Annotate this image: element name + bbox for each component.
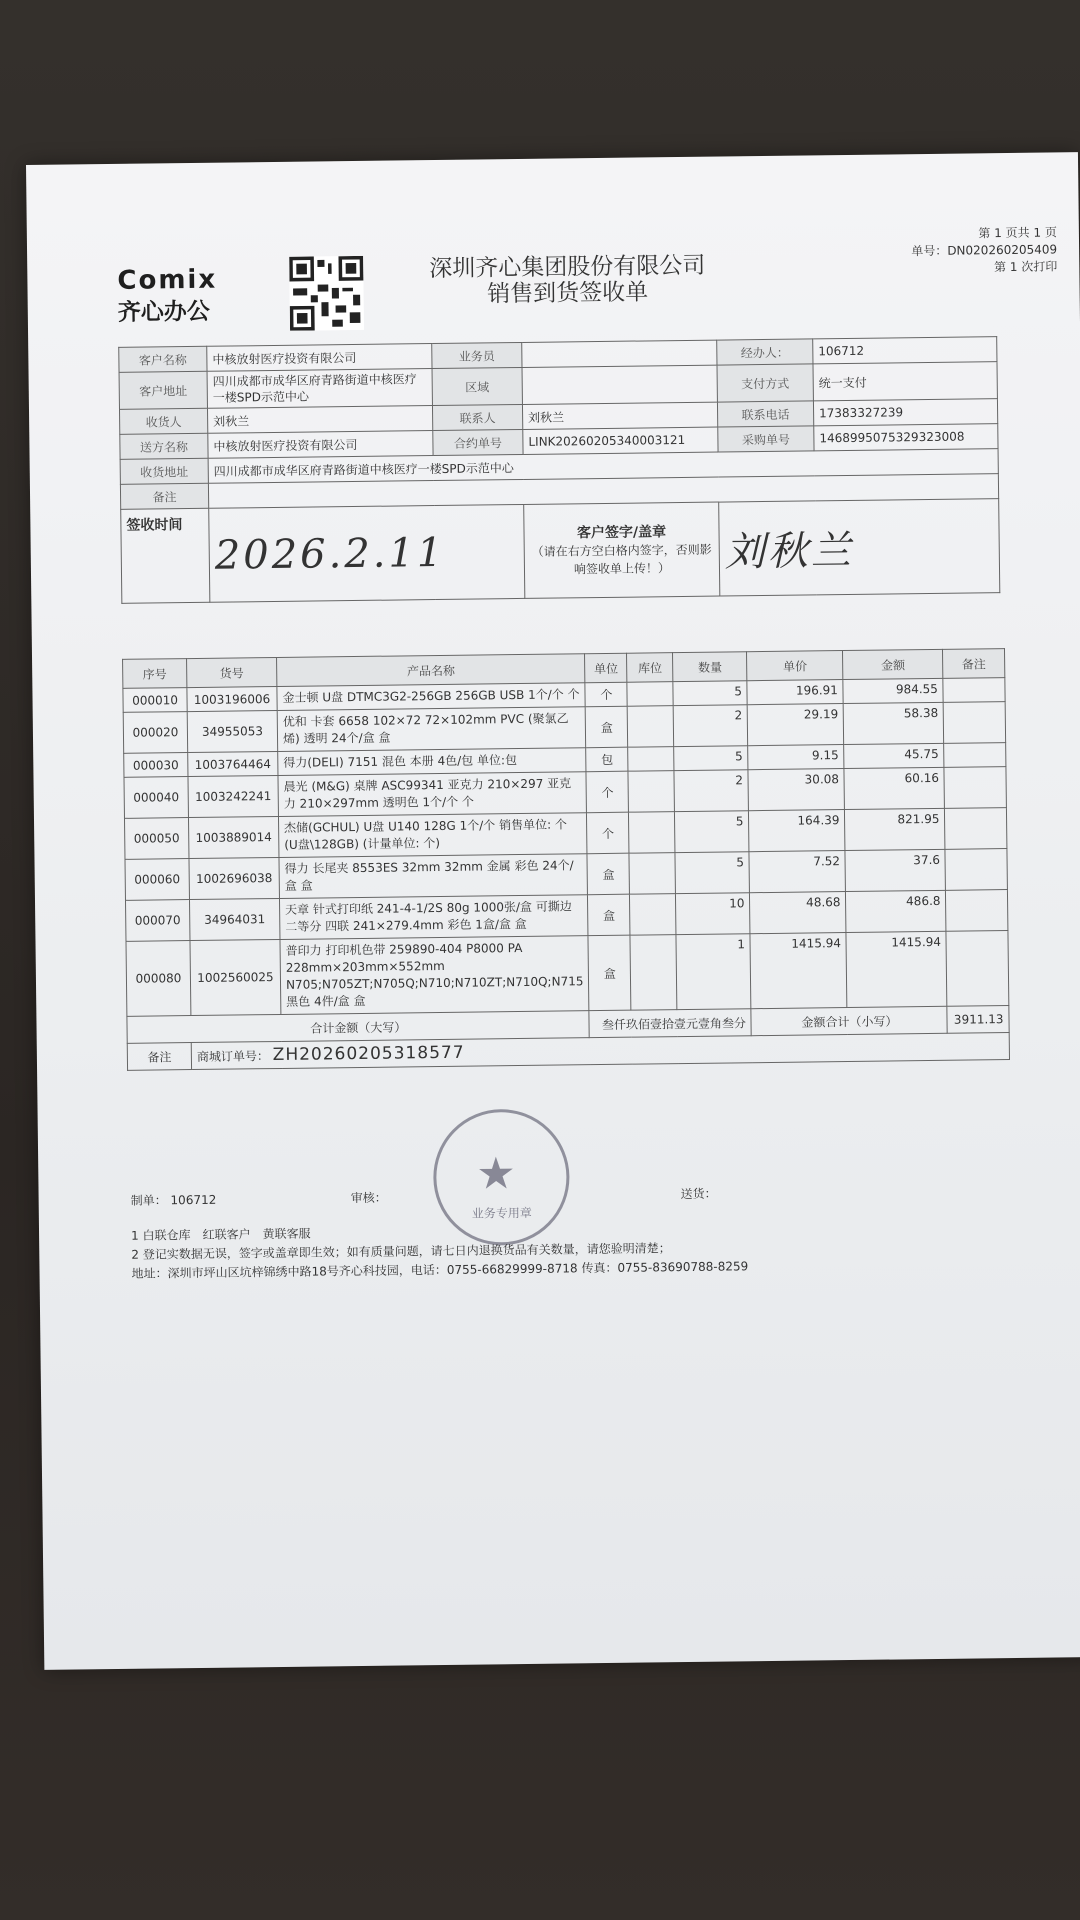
contact-label: 联系人 [432, 404, 522, 430]
customer-name-value: 中核放射医疗投资有限公司 [207, 344, 432, 372]
item-code: 1003196006 [187, 686, 277, 711]
item-seq: 000010 [123, 688, 187, 713]
handwritten-date: 2026.2.11 [214, 529, 446, 579]
contact-value: 刘秋兰 [522, 402, 717, 429]
item-amount: 45.75 [844, 743, 944, 768]
item-note [946, 890, 1008, 932]
item-seq: 000070 [125, 900, 189, 942]
item-location [629, 853, 675, 895]
maker-label: 制单： [130, 1193, 167, 1208]
item-quantity: 2 [674, 705, 748, 747]
print-count: 第 1 次打印 [993, 259, 1058, 275]
purchase-value: 1468995075329323008 [814, 424, 998, 451]
item-location [627, 682, 673, 707]
remark-label: 备注 [120, 483, 208, 509]
logo-cn: 齐心办公 [117, 298, 210, 326]
item-amount: 821.95 [845, 808, 945, 850]
item-unit-price: 1415.94 [750, 933, 847, 1009]
item-amount: 1415.94 [846, 931, 947, 1007]
items-body [123, 678, 1009, 1017]
receive-address-value: 四川成都市成华区府青路街道中核医疗一楼SPD示范中心 [208, 449, 998, 484]
item-unit: 个 [585, 682, 627, 707]
delivery-receipt-document [26, 152, 1080, 1670]
maker-value: 106712 [170, 1192, 217, 1208]
item-unit: 盒 [587, 853, 629, 895]
footer-note: 2 登记实数据无误，签字或盖章即生效；如有质量问题，请七日内退换货品有关数量，请您验明清楚； [131, 1241, 671, 1262]
contract-label: 合约单号 [433, 429, 523, 455]
salesperson-label: 业务员 [432, 342, 522, 368]
salesperson-value [522, 340, 717, 367]
item-location [629, 812, 675, 854]
total-upper-value: 叁仟玖佰壹拾壹元壹角叁分 [589, 1009, 751, 1038]
region-value [522, 365, 717, 404]
page-number: 第 1 页共 1 页 [978, 225, 1057, 241]
company-name: 深圳齐心集团股份有限公司 [429, 252, 706, 283]
qr-code-icon [289, 256, 364, 331]
customer-sign-instruction [524, 502, 720, 598]
item-unit-price: 29.19 [748, 704, 844, 746]
reviewer-field [351, 1185, 681, 1208]
col-unit: 单位 [585, 653, 627, 683]
item-note [944, 702, 1006, 744]
item-quantity: 5 [674, 746, 748, 771]
customer-sign-title: 客户签字/盖章 [576, 523, 667, 541]
item-amount: 984.55 [843, 678, 943, 703]
footer-copies: 1 白联仓库 红联客户 黄联客服 [131, 1226, 311, 1243]
item-unit-price: 30.08 [748, 769, 844, 811]
col-quantity: 数量 [673, 652, 747, 682]
item-unit-price: 7.52 [749, 851, 845, 893]
item-code: 1003242241 [188, 775, 278, 817]
item-note [944, 767, 1006, 809]
logo-comix: Comix [117, 264, 218, 296]
item-location [628, 706, 674, 748]
phone-value: 17383327239 [813, 399, 997, 426]
item-seq: 000030 [124, 753, 188, 778]
payment-value: 统一支付 [813, 362, 997, 401]
item-amount: 37.6 [845, 849, 945, 891]
item-amount: 58.38 [844, 702, 944, 744]
item-name: 杰储(GCHUL) U盘 U140 128G 1个/个 销售单位: 个 (U盘\128GB) (计量单位: 个) [278, 813, 587, 858]
mall-order-label: 商城订单号： [196, 1049, 270, 1064]
item-name: 金士顿 U盘 DTMC3G2-256GB 256GB USB 1个/个 个 [277, 683, 586, 711]
item-code: 34955053 [187, 710, 277, 752]
document-title: 销售到货签收单 [486, 279, 649, 308]
purchase-label: 采购单号 [718, 426, 814, 452]
item-amount: 486.8 [846, 890, 946, 932]
delivery-name-value: 中核放射医疗投资有限公司 [208, 431, 433, 459]
item-unit-price: 48.68 [750, 892, 846, 934]
item-unit: 盒 [588, 935, 631, 1011]
maker-field [131, 1189, 351, 1211]
item-location [628, 747, 674, 772]
item-location [628, 771, 674, 813]
item-note [945, 849, 1007, 891]
sign-time-label: 签收时间 [121, 508, 210, 603]
seal-text: 业务专用章 [471, 1205, 532, 1221]
item-unit: 个 [586, 771, 628, 813]
item-quantity: 5 [675, 811, 749, 853]
payment-label: 支付方式 [717, 364, 813, 402]
footer [131, 1181, 1012, 1284]
item-name: 天章 针式打印纸 241-4-1/2S 80g 1000张/盒 可撕边 二等分 四联 241×279.4mm 彩色 1盒/盒 盒 [279, 895, 588, 940]
sender-label: 送货： [680, 1186, 717, 1202]
col-location: 库位 [627, 653, 673, 683]
customer-address-label: 客户地址 [119, 371, 207, 409]
item-quantity: 1 [676, 934, 751, 1010]
item-name: 普印力 打印机色带 259890-404 P8000 PA 228mm×203mm×552mm N705;N705ZT;N705Q;N710;N710ZT;N710Q;N715 黑色 4件/盒 盒 [280, 936, 589, 1015]
total-lower-value: 3911.13 [947, 1006, 1009, 1034]
handler-label: 经办人： [717, 339, 813, 365]
receiver-value: 刘秋兰 [207, 406, 432, 434]
item-seq: 000020 [123, 712, 187, 754]
item-unit-price: 164.39 [749, 810, 845, 852]
item-code: 34964031 [189, 898, 279, 940]
phone-label: 联系电话 [717, 401, 813, 427]
item-name: 优和 卡套 6658 102×72 72×102mm PVC (聚氯乙烯) 透明 24个/盒 盒 [277, 707, 586, 752]
item-name: 得力 长尾夹 8553ES 32mm 32mm 金属 彩色 24个/盒 盒 [279, 854, 588, 899]
col-unit-price: 单价 [747, 651, 843, 681]
customer-signature-box [719, 499, 1000, 596]
customer-address-value: 四川成都市成华区府青路街道中核医疗一楼SPD示范中心 [207, 369, 432, 409]
item-unit-price: 9.15 [748, 745, 844, 770]
total-lower-label: 金额合计（小写） [751, 1006, 947, 1035]
handler-value: 106712 [813, 337, 997, 364]
seal-star-icon: ★ [476, 1148, 517, 1200]
item-quantity: 5 [675, 852, 749, 894]
item-name: 晨光 (M&G) 桌牌 ASC99341 亚克力 210×297 亚克力 210×297mm 透明色 1个/个 个 [278, 772, 587, 817]
item-seq: 000060 [125, 859, 189, 901]
col-name: 产品名称 [277, 654, 586, 687]
item-location [630, 894, 676, 936]
total-upper-label: 合计金额（大写） [127, 1011, 590, 1044]
item-unit-price: 196.91 [747, 680, 843, 705]
doc-number: 单号：DN020260205409 [911, 242, 1058, 259]
item-name: 得力(DELI) 7151 混色 本册 4色/包 单位:包 [278, 748, 587, 776]
customer-name-label: 客户名称 [119, 346, 207, 372]
customer-sign-note: （请在右方空白格内签字，否则影响签收单上传！） [531, 542, 712, 576]
contract-value: LINK20260205340003121 [523, 427, 718, 454]
item-location [630, 935, 677, 1011]
col-code: 货号 [187, 657, 277, 687]
item-note [944, 743, 1006, 768]
item-code: 1002560025 [190, 939, 281, 1015]
col-note: 备注 [943, 649, 1005, 679]
item-amount: 60.16 [844, 767, 944, 809]
item-seq: 000040 [124, 777, 188, 819]
footer-address: 地址：深圳市坪山区坑梓锦绣中路18号齐心科技园，电话：0755-66829999-8718 传真：0755-83690788-8259 [131, 1259, 749, 1281]
table-row [126, 931, 1009, 1017]
sign-time-value [209, 504, 525, 602]
item-quantity: 2 [674, 770, 748, 812]
footer-sign-row [131, 1181, 1011, 1211]
item-quantity: 10 [676, 893, 750, 935]
item-note [943, 678, 1005, 703]
item-seq: 000050 [124, 818, 188, 860]
item-seq: 000080 [126, 941, 191, 1017]
receiver-label: 收货人 [119, 408, 207, 434]
receive-address-label: 收货地址 [120, 458, 208, 484]
item-code: 1002696038 [189, 857, 279, 899]
items-table [122, 648, 1010, 1071]
item-note [945, 808, 1007, 850]
reviewer-label: 审核： [350, 1190, 387, 1206]
delivery-name-label: 送方名称 [120, 433, 208, 459]
item-unit: 个 [587, 812, 629, 854]
items-remark-label: 备注 [127, 1043, 191, 1071]
item-code: 1003764464 [188, 751, 278, 776]
item-unit: 盒 [586, 706, 628, 748]
page-info [907, 224, 1058, 277]
item-unit: 盒 [588, 894, 630, 936]
region-label: 区域 [432, 367, 522, 405]
customer-info-table [118, 336, 1000, 604]
item-unit: 包 [586, 747, 628, 772]
item-code: 1003889014 [188, 816, 278, 858]
col-seq: 序号 [123, 659, 187, 689]
mall-order-value: ZH20260205318577 [272, 1042, 465, 1066]
col-amount: 金额 [843, 649, 943, 679]
item-note [946, 931, 1008, 1007]
handwritten-signature: 刘秋兰 [724, 527, 855, 576]
item-quantity: 5 [673, 681, 747, 706]
sender-field [681, 1185, 717, 1204]
